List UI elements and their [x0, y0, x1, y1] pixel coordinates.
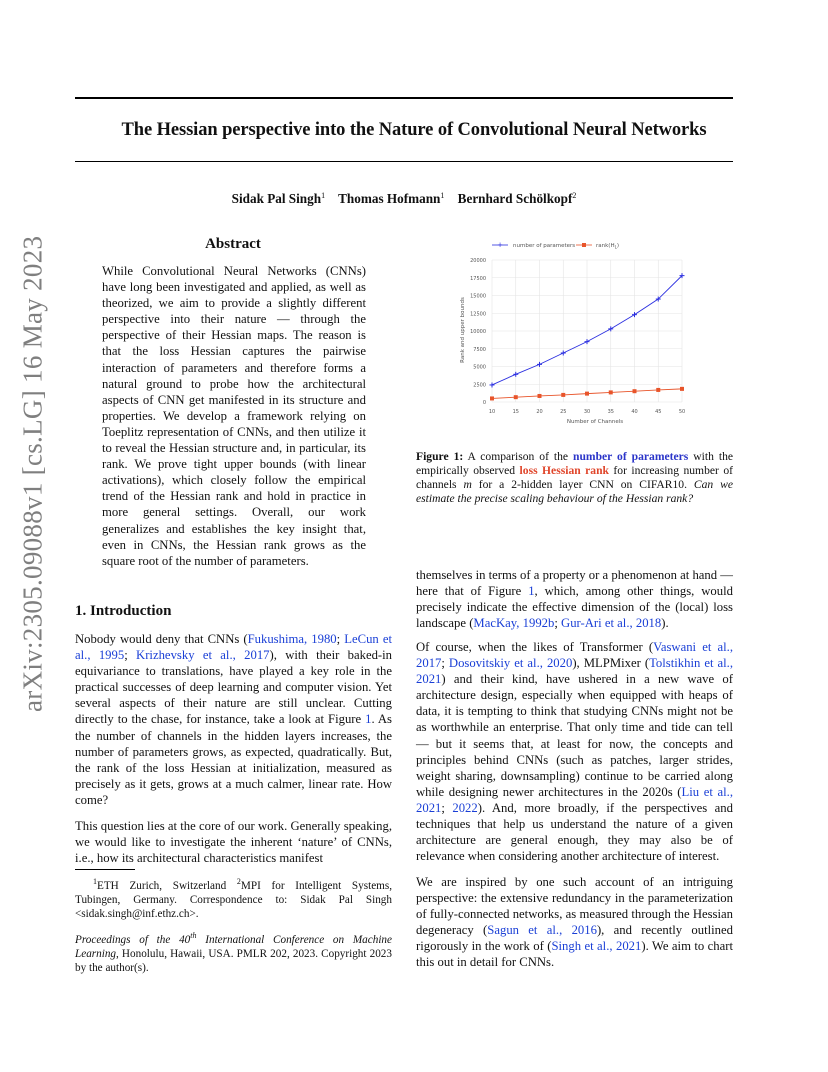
data-point [538, 394, 542, 398]
x-tick-label: 25 [560, 409, 567, 415]
data-point [514, 395, 518, 399]
y-tick-label: 5000 [473, 364, 486, 371]
citation-link[interactable]: Tolstikhin et al., 2021 [416, 656, 734, 687]
citation-link[interactable]: Vaswani et al., 2017 [416, 640, 733, 671]
legend-marker-square [582, 243, 586, 247]
footnote-rule [75, 869, 135, 870]
data-point [680, 387, 684, 391]
legend-label: $rank(H_L)$ [596, 243, 619, 250]
author-name: Thomas Hofmann [338, 191, 441, 206]
figure-reference-link[interactable]: 1 [528, 584, 535, 599]
paper-title: The Hessian perspective into the Nature of Convolutional Neural Networks [121, 120, 707, 140]
legend-label: number of parameters [513, 243, 576, 249]
y-tick-label: 0 [482, 400, 486, 406]
intro-paragraph-2: This question lies at the core of our work. Generally speaking, we would like to investigate the inherent ‘nature’ of CNNs, i.e., how its architectural characteristics manifest [75, 819, 392, 866]
y-tick-label: 20000 [470, 258, 486, 264]
x-tick-label: 15 [512, 409, 519, 415]
x-tick-label: 50 [678, 409, 686, 415]
chart-legend [492, 241, 619, 250]
x-axis-label: Number of Channels [566, 419, 624, 425]
abstract-text: While Convolutional Neural Networks (CNNs) have long been investigated and applied, as well as theorized, we aim to provide a slightly different perspective into their nature — through the perspective of their Hessian maps. The reason is that the loss Hessian captures the pairwise interaction of parameters and therefore forms a natural ground to probe how the architectural aspects of CNN get manifested in its structure and properties. We develop a framework relying on Toeplitz representation of CNNs, and then utilize it to reveal the Hessian structure and, in particular, its rank. We prove tight upper bounds (with linear activations), which closely follow the empirical trend of the Hessian rank and hold in practice in more general settings. Overall, our work generalizes and establishes the key insight that, even in CNNs, the Hessian rank grows as the square root of the number of parameters. [102, 264, 366, 568]
section-heading-introduction: 1. Introduction [75, 603, 172, 619]
x-tick-label: 40 [631, 409, 638, 415]
x-tick-label: 20 [536, 409, 543, 415]
intro-paragraph-1: Nobody would deny that CNNs (Fukushima, 1980; LeCun et al., 1995; Krizhevsky et al., 2017), with their baked-in equivariance to translations, have played a key role in the practical successes of deep learning and computer vision. Yet several aspects of their nature are still unclear. Cutting directly to the chase, for instance, take a look at Figure 1. As the number of channels in the hidden layers increases, the number of parameters grows, as expected, quadratically. But, the rank of the loss Hessian at initialization, measured as precisely as it gets, grows at a much calmer, linear rate. How come? [75, 632, 393, 807]
y-tick-label: 15000 [470, 293, 486, 300]
author-affiliation: 1 [321, 191, 326, 200]
author-name: Sidak Pal Singh [231, 191, 322, 206]
x-tick-label: 45 [655, 409, 662, 415]
data-point [561, 351, 566, 356]
col2-paragraph-1: themselves in terms of a property or a phenomenon at hand — here that of Figure 1, which, among other things, would precisely indicate the effective dimension of the (local) loss landscape (MacKay, 1992b; Gur-Ari et al., 2018). [416, 568, 733, 631]
x-tick-label: 35 [607, 409, 614, 415]
author-affiliation: 1 [440, 191, 445, 200]
data-point [561, 393, 565, 397]
x-tick-label: 10 [488, 409, 496, 415]
data-point [513, 372, 518, 377]
title-top-rule [75, 97, 733, 99]
y-tick-label: 7500 [473, 346, 486, 353]
data-point [633, 389, 637, 393]
citation-link[interactable]: Sagun et al., 2016 [487, 923, 597, 938]
y-axis-label: Rank and upper bounds [460, 297, 466, 363]
author-affiliation: 2 [572, 191, 577, 200]
citation-link[interactable]: LeCun et al., 1995 [75, 632, 392, 663]
data-point [656, 388, 660, 392]
citation-link[interactable]: Gur-Ari et al., 2018 [561, 616, 662, 631]
citation-link[interactable]: MacKay, 1992b [473, 616, 555, 631]
x-tick-label: 30 [583, 409, 591, 415]
citation-link[interactable]: 2022 [452, 800, 478, 815]
abstract-heading: Abstract [205, 236, 261, 252]
data-point [632, 312, 637, 317]
y-tick-label: 12500 [470, 311, 486, 318]
figure-1-chart [450, 232, 700, 427]
footnote-affiliations: $^1$ETH Zurich, Switzerland $^2$MPI for Intelligent Systems, Tubingen, Germany. Correspondence to: Sidak Pal Singh <sidak.singh@inf.ethz.ch>. [75, 877, 393, 921]
y-tick-label: 10000 [470, 329, 486, 335]
footnote-proceedings: Proceedings of the 40th International Conference on Machine Learning, Honolulu, Hawaii, USA. PMLR 202, 2023. Copyright 2023 by the author(s). [75, 931, 392, 975]
data-point [609, 390, 613, 394]
author-name: Bernhard Schölkopf [457, 191, 573, 206]
citation-link[interactable]: Singh et al., 2021 [551, 939, 642, 954]
y-tick-label: 2500 [473, 382, 486, 389]
legend-marker-plus: + [497, 241, 503, 249]
data-point [585, 339, 590, 344]
col2-paragraph-2: Of course, when the likes of Transformer (Vaswani et al., 2017; Dosovitskiy et al., 2020), MLPMixer (Tolstikhin et al., 2021) and their kind, have ushered in a new wave of architecture design, especially when equipped with heaps of data, it is tempting to think that studying CNNs might not be as worthwhile an enterprise. That only time and tide can tell — but it seems that, at least for now, the concepts and principles behind CNNs (such as patches, larger strides, weight sharing, downsampling) continue to be carried along while designing newer architectures in the 2020s (Liu et al., 2021; 2022). And, more broadly, if the perspectives and techniques that help us understand the nature of a given architecture are general enough, they may also be of relevance when considering another architecture of interest. [416, 640, 734, 864]
data-point [490, 382, 495, 387]
data-point [608, 326, 613, 331]
data-point [537, 362, 542, 367]
figure-reference-link[interactable]: 1 [365, 712, 372, 727]
citation-link[interactable]: Fukushima, 1980 [247, 632, 337, 646]
data-point [490, 396, 494, 400]
data-point [585, 392, 589, 396]
citation-link[interactable]: Krizhevsky et al., 2017 [136, 648, 270, 663]
col2-paragraph-3: We are inspired by one such account of an intriguing perspective: the extensive redundancy in the parameterization of fully-connected networks, as measured through the Hessian degeneracy (Sagun et al., 2016), and recently outlined rigorously in the work of (Singh et al., 2021). We aim to chart this out in detail for CNNs. [416, 875, 734, 970]
arxiv-watermark: arXiv:2305.09088v1 [cs.LG] 16 May 2023 [17, 235, 48, 713]
y-tick-label: 17500 [470, 275, 486, 282]
citation-link[interactable]: Dosovitskiy et al., 2020 [448, 656, 573, 671]
title-bottom-rule [75, 161, 733, 162]
author-list [0, 191, 808, 207]
citation-link[interactable]: Liu et al., 2021 [416, 784, 733, 815]
figure-1-caption: Figure 1: A comparison of the number of parameters with the empirically observed loss Hessian rank for increasing number of channels m for a 2-hidden layer CNN on CIFAR10. Can we estimate the precise scaling behaviour of the Hessian rank? [416, 449, 734, 506]
